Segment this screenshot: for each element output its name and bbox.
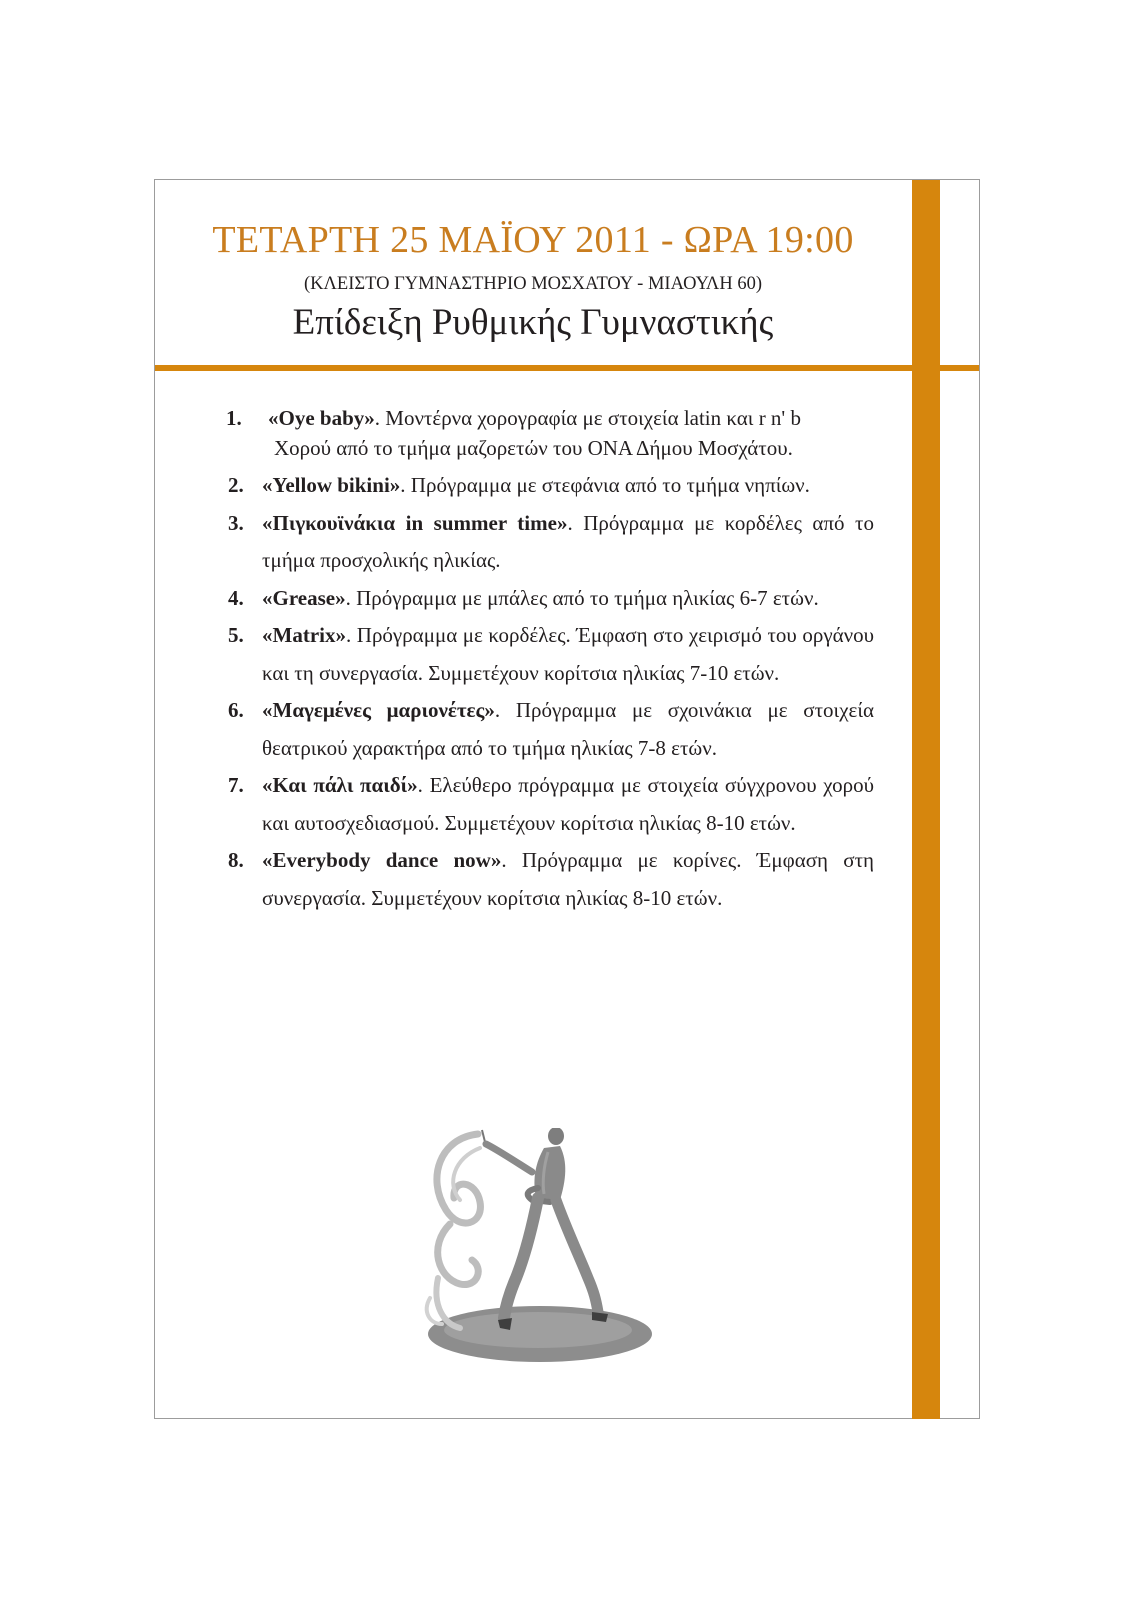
item-title: «Everybody dance now» bbox=[262, 848, 502, 872]
item-title: «Και πάλι παιδί» bbox=[262, 773, 418, 797]
item-number: 8. bbox=[228, 848, 244, 872]
item-description: . Πρόγραμμα με κορδέλες από το τμήμα προσχολικής ηλικίας. bbox=[262, 510, 874, 572]
item-title: «Oye baby» bbox=[268, 406, 375, 430]
program-item bbox=[220, 467, 874, 505]
item-description: . Πρόγραμμα με κορίνες. Έμφαση στη συνεργασία. Συμμετέχουν κορίτσια ηλικίας 8-10 ετών. bbox=[262, 848, 874, 910]
program-item bbox=[220, 842, 874, 917]
item-description: . Πρόγραμμα με μπάλες από το τμήμα ηλικίας 6-7 ετών. bbox=[345, 585, 819, 610]
item-description: . Πρόγραμμα με σχοινάκια με στοιχεία θεατρικού χαρακτήρα από το τμήμα ηλικίας 7-8 ετών. bbox=[262, 698, 874, 760]
item-number: 7. bbox=[228, 773, 244, 797]
item-description: . Πρόγραμμα με στεφάνια από το τμήμα νηπίων. bbox=[400, 473, 810, 497]
item-number: 2. bbox=[228, 473, 244, 497]
program-item bbox=[220, 617, 874, 692]
item-number: 6. bbox=[228, 698, 244, 722]
event-date-title: ΤΕΤΑΡΤΗ 25 ΜΑΪΟΥ 2011 - ΩΡΑ 19:00 bbox=[212, 219, 854, 261]
item-number: 4. bbox=[228, 585, 244, 610]
item-description-continued: Χορού από το τμήμα μαζορετών του ΟΝΑ Δήμου Μοσχάτου. bbox=[274, 436, 793, 460]
item-description: . Μοντέρνα χορογραφία με στοιχεία latin και r n' b bbox=[374, 406, 801, 430]
program-item bbox=[220, 403, 874, 463]
program-item bbox=[220, 580, 874, 618]
program-list bbox=[220, 403, 874, 917]
item-number: 5. bbox=[228, 623, 244, 647]
item-title: «Μαγεμένες μαριονέτες» bbox=[262, 698, 495, 722]
item-title: «Yellow bikini» bbox=[262, 473, 401, 497]
program-item bbox=[220, 767, 874, 842]
item-number: 3. bbox=[228, 510, 244, 535]
item-title: «Grease» bbox=[262, 585, 346, 610]
item-description: . Πρόγραμμα με κορδέλες. Έμφαση στο χειρισμό του οργάνου και τη συνεργασία. Συμμετέχουν κορίτσια ηλικίας 7-10 ετών. bbox=[262, 623, 874, 685]
gymnast-illustration bbox=[420, 1128, 660, 1368]
program-item bbox=[220, 505, 874, 580]
item-number: 1. bbox=[226, 406, 242, 430]
item-description: . Ελεύθερο πρόγραμμα με στοιχεία σύγχρονου χορού και αυτοσχεδιασμού. Συμμετέχουν κορίτσια ηλικίας 8-10 ετών. bbox=[262, 773, 874, 835]
event-subtitle: Επίδειξη Ρυθμικής Γυμναστικής bbox=[292, 302, 774, 343]
item-title: «Matrix» bbox=[262, 623, 346, 647]
venue-line: (ΚΛΕΙΣΤΟ ΓΥΜΝΑΣΤΗΡΙΟ ΜΟΣΧΑΤΟΥ - ΜΙΑΟΥΛΗ 60) bbox=[304, 274, 762, 294]
item-title: «Πιγκουϊνάκια in summer time» bbox=[262, 510, 568, 535]
program-item bbox=[220, 692, 874, 767]
accent-horizontal-bar bbox=[155, 365, 979, 371]
